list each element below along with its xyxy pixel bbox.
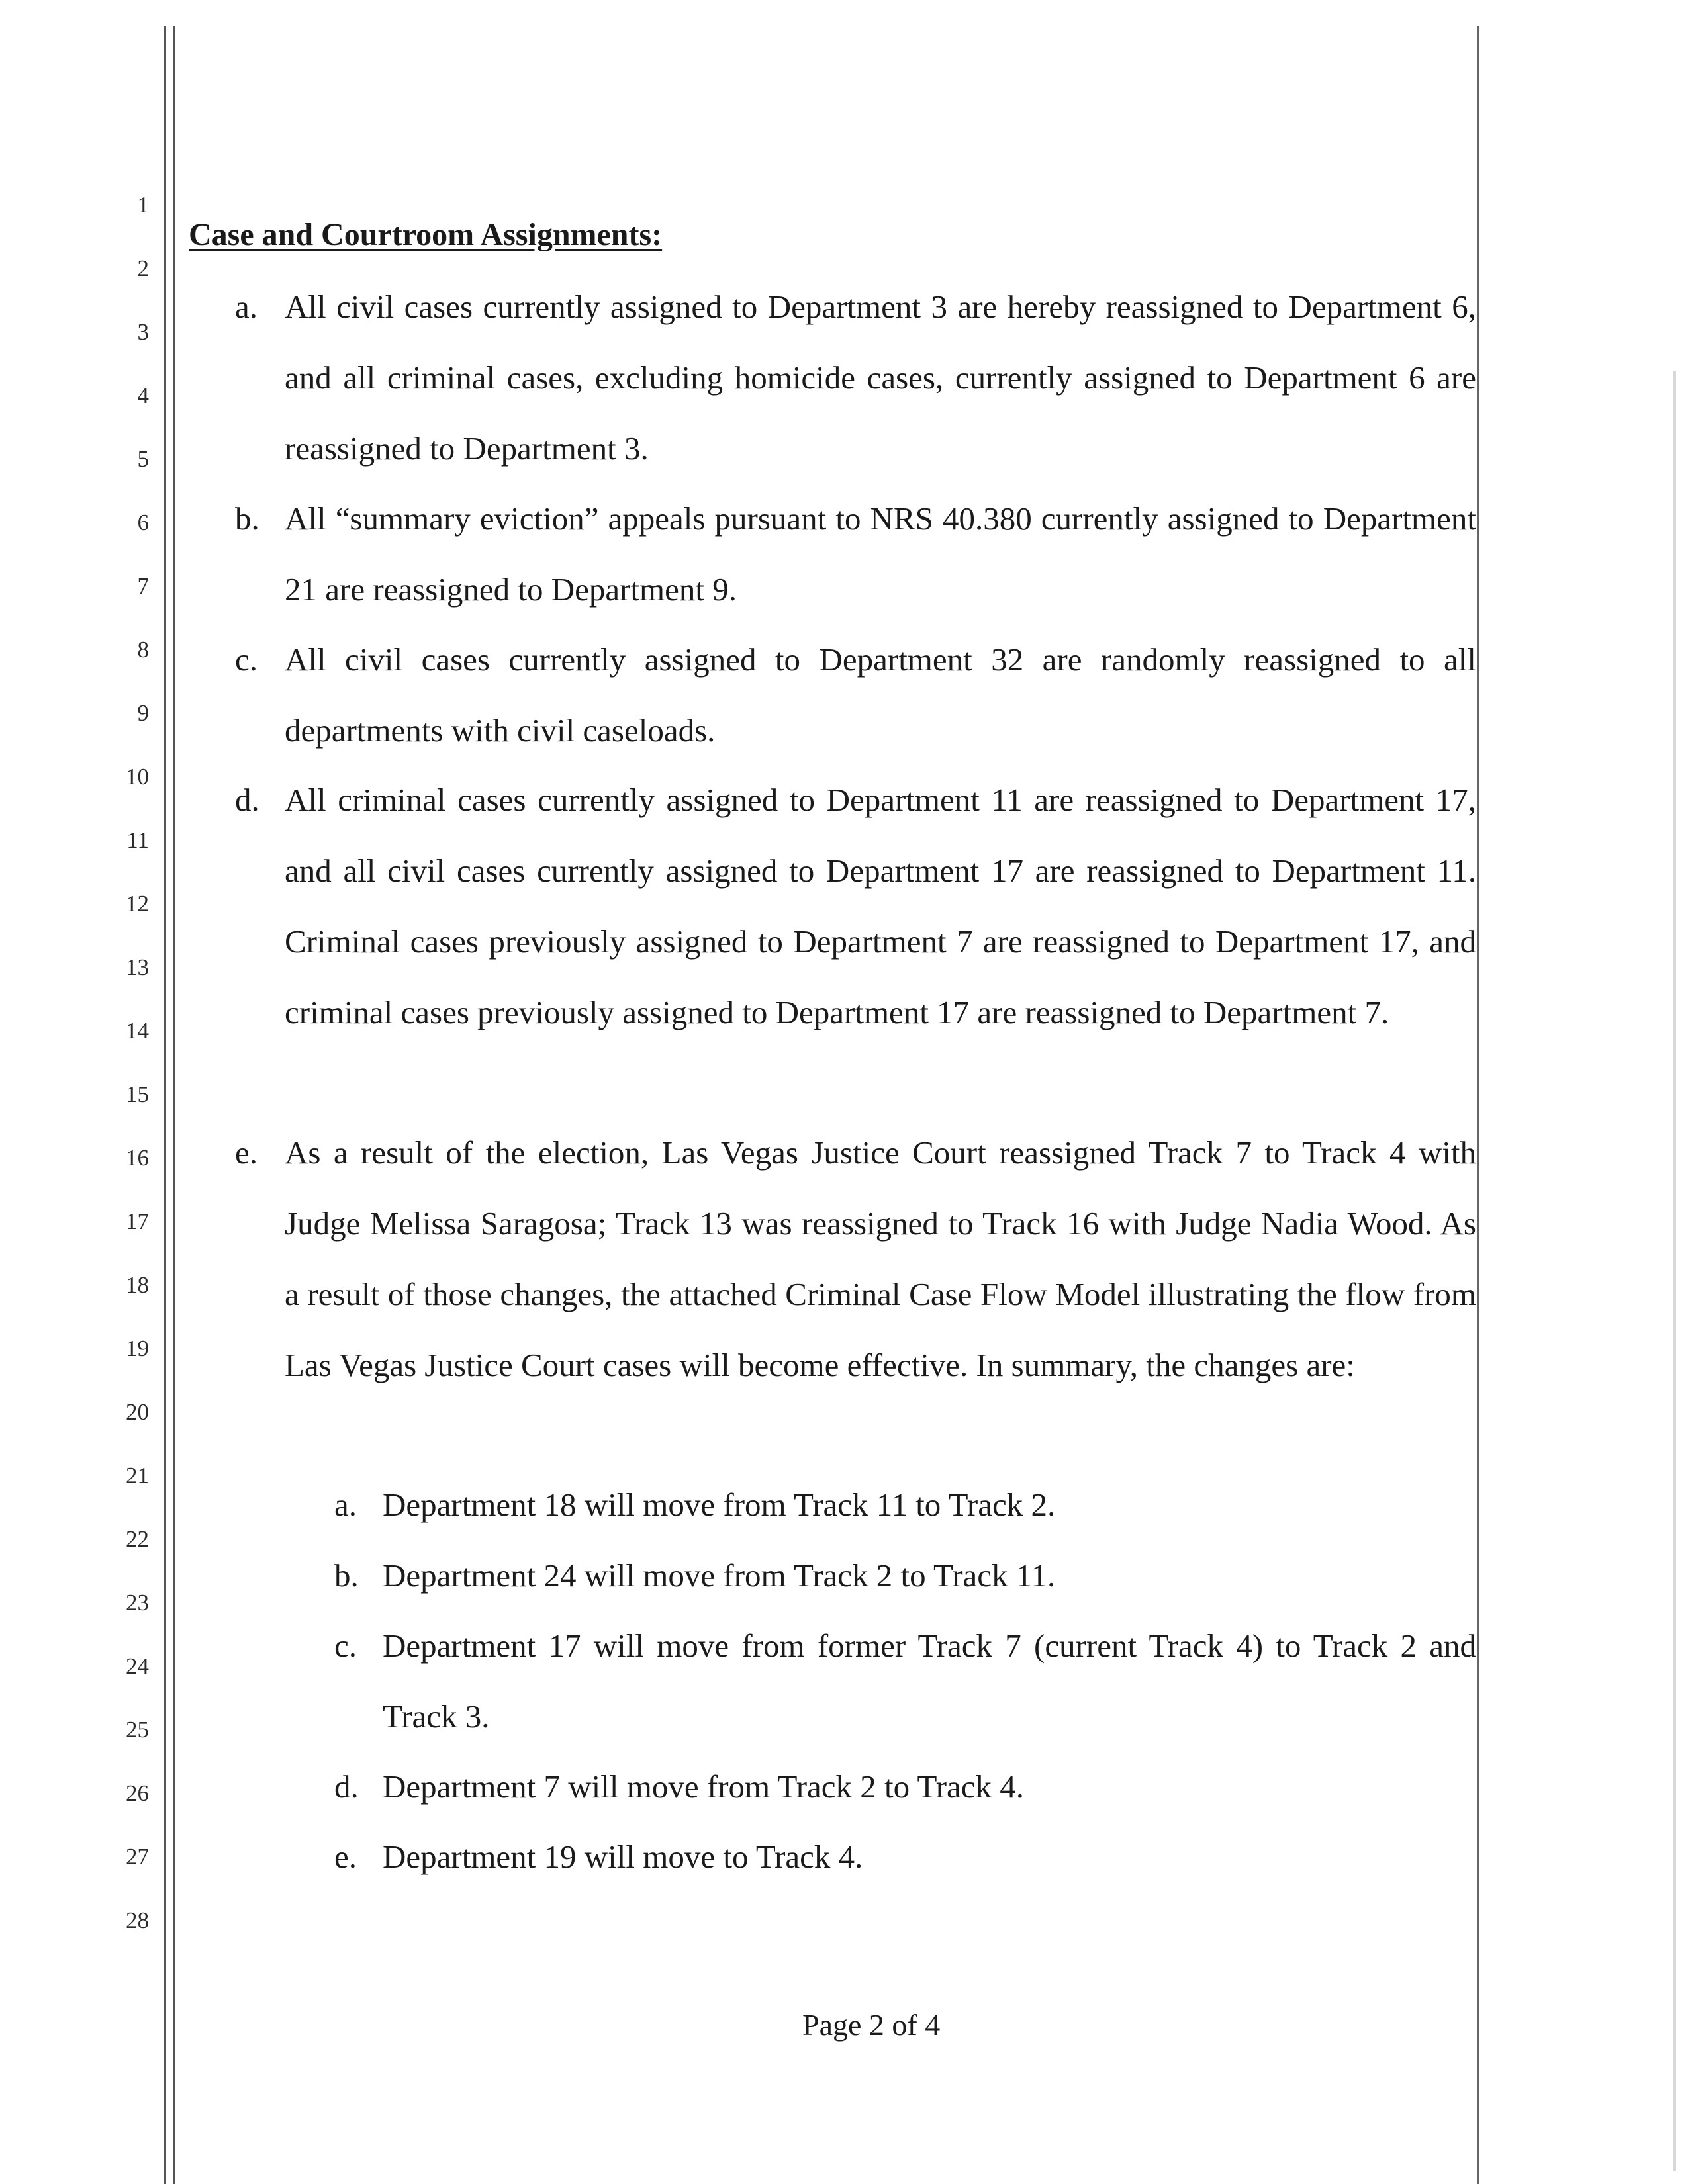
list-item-text: All civil cases currently assigned to Department 3 are hereby reassigned to Department 6, and all criminal cases, excluding homicide cases, currently assigned to Department 6 are reassigned to Department 3. — [285, 289, 1476, 467]
line-number: 3 — [137, 319, 149, 345]
line-number: 15 — [126, 1081, 149, 1107]
left-margin-rule-outer — [164, 26, 166, 2184]
page-number: Page 2 of 4 — [802, 2008, 941, 2042]
line-number: 13 — [126, 954, 149, 980]
sub-list-item-marker: b. — [334, 1557, 359, 1594]
page-edge-shadow — [1673, 371, 1676, 2171]
list-item-text: All civil cases currently assigned to Department 32 are randomly reassigned to all departments with civil caseloads. — [285, 641, 1476, 749]
line-number: 10 — [126, 764, 149, 790]
line-number: 17 — [126, 1208, 149, 1234]
sub-list-item-text: Department 17 will move from former Track 7 (current Track 4) to Track 2 and Track 3. — [383, 1627, 1476, 1735]
line-number: 9 — [137, 700, 149, 726]
line-number: 5 — [137, 446, 149, 472]
line-number: 19 — [126, 1336, 149, 1361]
line-number: 21 — [126, 1463, 149, 1488]
sub-list-item-text: Department 18 will move from Track 11 to Track 2. — [383, 1486, 1056, 1523]
line-number: 4 — [137, 383, 149, 408]
line-number: 22 — [126, 1526, 149, 1552]
list-item-marker: e. — [235, 1134, 258, 1171]
line-number: 20 — [126, 1399, 149, 1425]
sub-list-item-text: Department 24 will move from Track 2 to Track 11. — [383, 1557, 1056, 1594]
sub-list-item-text: Department 19 will move to Track 4. — [383, 1839, 863, 1875]
line-number: 23 — [126, 1590, 149, 1615]
sub-list-item-text: Department 7 will move from Track 2 to Track 4. — [383, 1768, 1025, 1805]
sub-list-item-marker: c. — [334, 1627, 357, 1664]
sub-list-item-marker: d. — [334, 1768, 359, 1805]
line-number: 25 — [126, 1717, 149, 1743]
sub-list-item-marker: e. — [334, 1839, 357, 1875]
line-number: 18 — [126, 1272, 149, 1298]
line-number: 14 — [126, 1018, 149, 1044]
line-number: 2 — [137, 255, 149, 281]
left-margin-rule-inner — [173, 26, 175, 2184]
line-number: 7 — [137, 573, 149, 599]
line-number: 12 — [126, 891, 149, 917]
line-number: 16 — [126, 1145, 149, 1171]
sub-list-item-marker: a. — [334, 1486, 357, 1523]
list-item-marker: b. — [235, 500, 259, 537]
list-item-marker: a. — [235, 289, 258, 325]
line-number: 11 — [126, 827, 149, 853]
list-item-text: All “summary eviction” appeals pursuant to NRS 40.380 currently assigned to Department 21 are reassigned to Department 9. — [285, 500, 1476, 608]
line-number: 8 — [137, 637, 149, 662]
line-number: 28 — [126, 1907, 149, 1933]
line-number: 6 — [137, 510, 149, 535]
list-item-text: All criminal cases currently assigned to Department 11 are reassigned to Department 17, and all civil cases currently assigned to Department 17 are reassigned to Department 11. Criminal cases previously assigned to Department 7 are reassigned to Department 17, and criminal cases previously assigned to Department 17 are reassigned to Department 7. — [285, 782, 1476, 1030]
section-heading: Case and Courtroom Assignments: — [189, 217, 663, 252]
list-item-marker: d. — [235, 782, 259, 818]
list-item-text: As a result of the election, Las Vegas Justice Court reassigned Track 7 to Track 4 with Judge Melissa Saragosa; Track 13 was reassigned to Track 16 with Judge Nadia Wood. As a result of those changes, the attached Criminal Case Flow Model illustrating the flow from Las Vegas Justice Court cases will become effective. In summary, the changes are: — [285, 1134, 1476, 1383]
list-item-marker: c. — [235, 641, 258, 678]
line-number: 1 — [137, 192, 149, 218]
line-number: 27 — [126, 1844, 149, 1870]
line-number: 26 — [126, 1780, 149, 1806]
right-margin-rule — [1477, 26, 1479, 2184]
line-number: 24 — [126, 1653, 149, 1679]
